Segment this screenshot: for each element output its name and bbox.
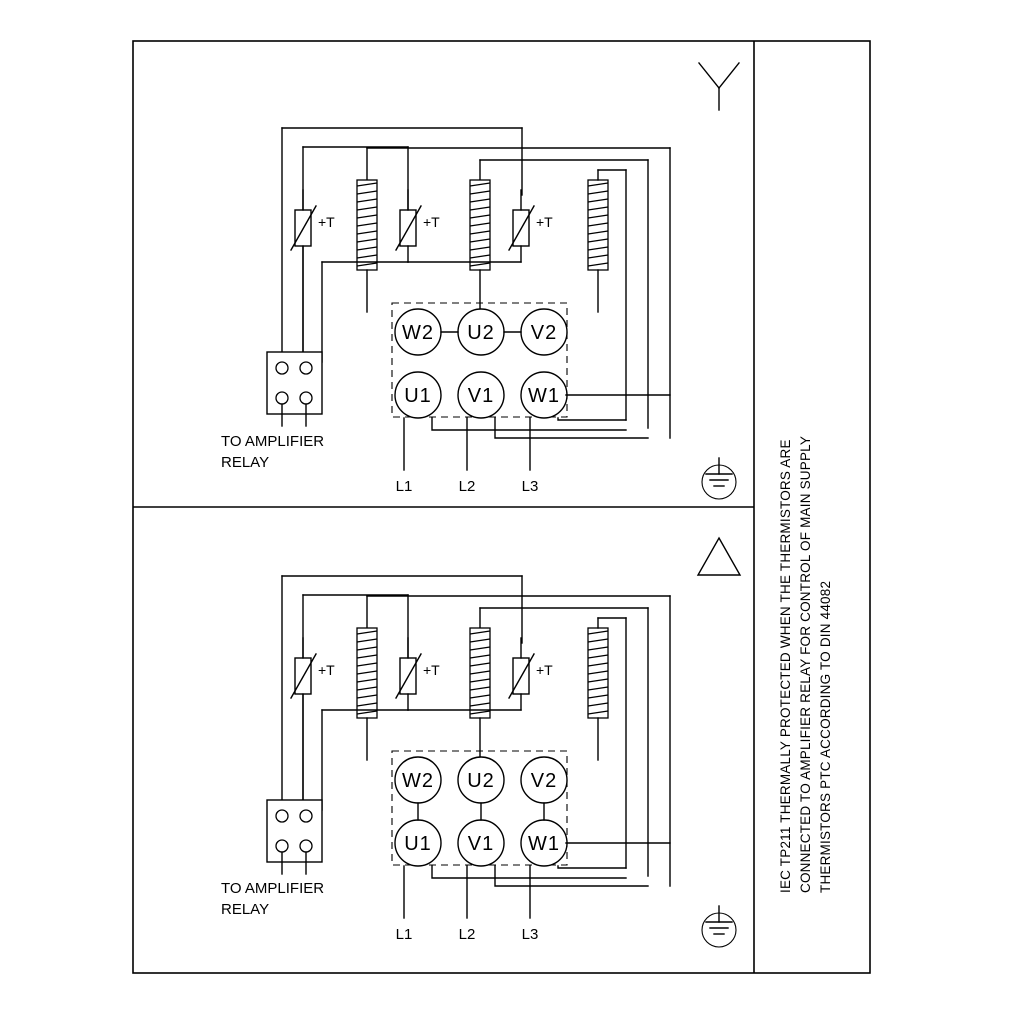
terminal-u1-star[interactable] bbox=[395, 372, 441, 418]
panel-star bbox=[221, 63, 739, 499]
panel-delta bbox=[221, 538, 740, 947]
thermistor-label-3-delta: +T bbox=[536, 662, 553, 678]
earth-ground-icon-star bbox=[702, 458, 736, 499]
winding-coil-3-delta bbox=[588, 618, 626, 868]
terminal-v1-star[interactable] bbox=[458, 372, 504, 418]
winding-coil-2-star bbox=[470, 180, 490, 312]
thermistor-label-3-star: +T bbox=[536, 214, 553, 230]
thermistor-1-delta bbox=[291, 638, 335, 810]
delta-link-bars bbox=[418, 803, 544, 820]
terminal-label-u1-star: U1 bbox=[404, 385, 432, 407]
amplifier-terminal-block-delta[interactable] bbox=[267, 800, 322, 874]
supply-label-l1-star: L1 bbox=[395, 478, 413, 495]
wye-symbol bbox=[699, 63, 739, 110]
terminal-label-w2-delta: W2 bbox=[402, 770, 434, 792]
earth-ground-icon-delta bbox=[702, 906, 736, 947]
terminal-label-u2-star: U2 bbox=[467, 322, 495, 344]
terminal-u2-star[interactable] bbox=[458, 309, 504, 355]
terminal-w2-star[interactable] bbox=[395, 309, 441, 355]
winding-coil-2-delta bbox=[470, 628, 490, 760]
terminal-label-v1-star: V1 bbox=[467, 385, 495, 407]
supply-label-l3-delta: L3 bbox=[521, 926, 539, 943]
terminal-w1-star[interactable] bbox=[521, 372, 567, 418]
winding-coil-3-star bbox=[588, 170, 626, 420]
supply-label-l1-delta: L1 bbox=[395, 926, 413, 943]
supply-label-l3-star: L3 bbox=[521, 478, 539, 495]
thermistor-label-2-delta: +T bbox=[423, 662, 440, 678]
terminal-label-u1-delta: U1 bbox=[404, 833, 432, 855]
side-note-line-2: CONNECTED TO AMPLIFIER RELAY FOR CONTROL OF MAIN SUPPLY bbox=[798, 435, 813, 893]
terminal-label-v2-delta: V2 bbox=[530, 770, 558, 792]
thermistor-1-star bbox=[291, 190, 335, 362]
winding-coil-1-delta bbox=[357, 628, 377, 760]
terminal-v2-delta[interactable] bbox=[521, 757, 567, 803]
amplifier-terminal-block-star[interactable] bbox=[267, 352, 322, 426]
terminal-v1-delta[interactable] bbox=[458, 820, 504, 866]
side-note-block bbox=[778, 436, 833, 893]
amplifier-label-line1-delta: TO AMPLIFIER bbox=[221, 880, 325, 897]
terminal-label-v1-delta: V1 bbox=[467, 833, 495, 855]
supply-label-l2-delta: L2 bbox=[458, 926, 476, 943]
delta-symbol bbox=[698, 538, 740, 575]
terminal-label-w2-star: W2 bbox=[402, 322, 434, 344]
amplifier-label-line2-delta: RELAY bbox=[221, 901, 270, 918]
winding-coil-1-star bbox=[357, 180, 377, 312]
thermistor-label-1-star: +T bbox=[318, 214, 335, 230]
terminal-w1-delta[interactable] bbox=[521, 820, 567, 866]
terminal-label-w1-star: W1 bbox=[528, 385, 560, 407]
amplifier-label-line2-star: RELAY bbox=[221, 454, 270, 471]
terminal-u1-delta[interactable] bbox=[395, 820, 441, 866]
amplifier-label-line1-star: TO AMPLIFIER bbox=[221, 433, 325, 450]
thermistor-label-1-delta: +T bbox=[318, 662, 335, 678]
side-note-line-1: IEC TP211 THERMALLY PROTECTED WHEN THE THERMISTORS ARE bbox=[778, 439, 793, 893]
thermistor-label-2-star: +T bbox=[423, 214, 440, 230]
terminal-label-w1-delta: W1 bbox=[528, 833, 560, 855]
terminal-v2-star[interactable] bbox=[521, 309, 567, 355]
side-note-line-3: THERMISTORS PTC ACCORDING TO DIN 44082 bbox=[818, 580, 833, 893]
terminal-w2-delta[interactable] bbox=[395, 757, 441, 803]
terminal-u2-delta[interactable] bbox=[458, 757, 504, 803]
supply-label-l2-star: L2 bbox=[458, 478, 476, 495]
terminal-label-u2-delta: U2 bbox=[467, 770, 495, 792]
terminal-label-v2-star: V2 bbox=[530, 322, 558, 344]
